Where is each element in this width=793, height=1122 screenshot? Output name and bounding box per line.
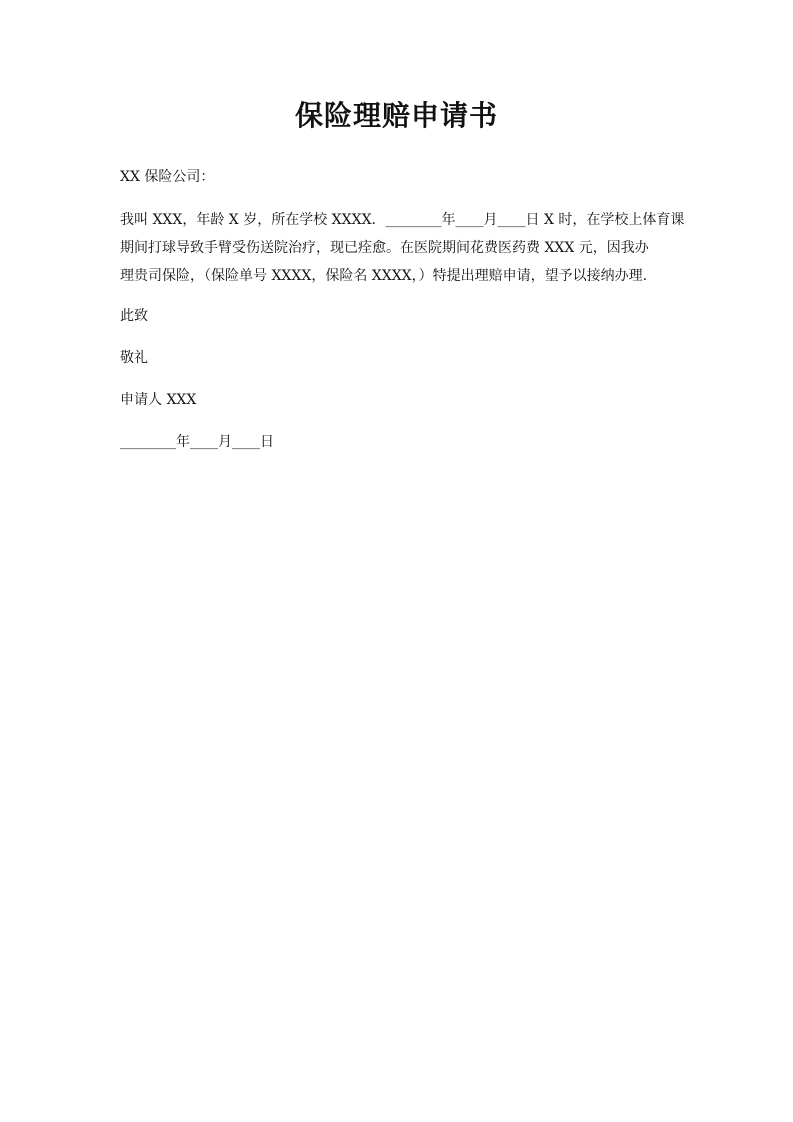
body-line-2: 期间打球导致手臂受伤送院治疗，现已痊愈。在医院期间花费医药费 XXX 元，因我办 — [120, 240, 649, 256]
body-paragraph — [120, 206, 685, 290]
body-line-3: 理贵司保险，（保险单号 XXXX，保险名 XXXX，）特提出理赔申请，望予以接纳办理. — [120, 268, 648, 284]
page-title: 保险理赔申请书 — [294, 99, 498, 132]
body-line-1: 我叫 XXX，年龄 X 岁，所在学校 XXXX．________年____月____日 X 时，在学校上体育课 — [120, 212, 685, 228]
applicant-signature: 申请人 XXX — [120, 392, 197, 408]
date-line: ________年____月____日 — [120, 434, 274, 450]
greeting-line: XX 保险公司： — [120, 169, 215, 185]
closing-salutation: 此致 — [120, 308, 148, 324]
closing-regards: 敬礼 — [120, 350, 148, 366]
